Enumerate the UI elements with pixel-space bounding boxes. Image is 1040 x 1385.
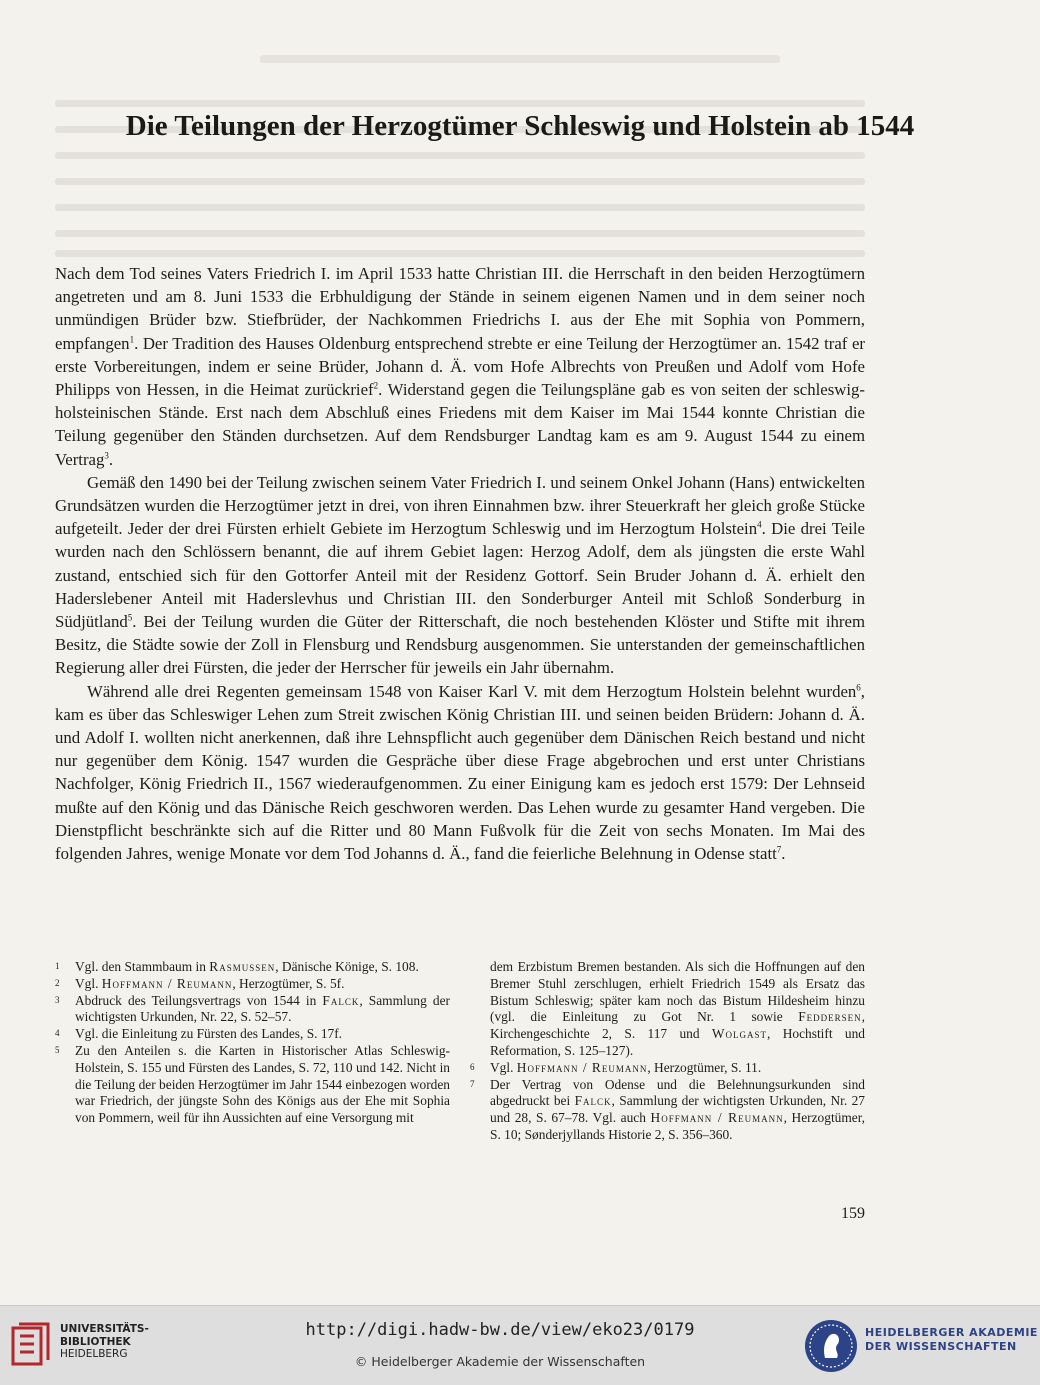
footnote-reference: 5 [127,612,133,623]
footnote-reference: 4 [757,519,762,530]
footnote-number: 7 [470,1078,475,1089]
author-name: Feddersen [798,1009,862,1025]
university-library-name [60,1323,149,1361]
footnote-number: 4 [55,1028,60,1039]
author-name: Falck [322,992,360,1008]
footnote-text: Vgl. den Stammbaum in Rasmussen, Dänische Könige, S. 108. [75,959,419,974]
author-name: Wolgast [711,1026,768,1042]
author-name: Hoffmann / Reumann [650,1110,784,1126]
footnote-number: 5 [55,1044,60,1055]
footnote-number: 2 [55,977,60,988]
copyright-notice: © Heidelberger Akademie der Wissenschaften [354,1354,646,1369]
footnote-text: Vgl. Hoffmann / Reumann, Herzogtümer, S. 11. [490,1059,762,1075]
paragraph: Während alle drei Regenten gemeinsam 1548 von Kaiser Karl V. mit dem Herzogtum Holstein belehnt wurden$^6$, kam es über das Schleswiger Lehen zum Streit zwischen König Christian III. und seinen beiden Brüdern: Johann d. Ä. und Adolf I. wollten nicht anerkennen, daß ihre Lehnspflicht auch gegenüber dem Dänischen Reich bestand und nicht nur gegenüber dem König. 1547 wurden die Gespräche über diese Frage abgebrochen und erst unter Christians Nachfolger, König Friedrich II., 1567 wiederaufgenommen. Zu einer Einigung kam es jedoch erst 1579: Der Lehnseid mußte auf den König und das Dänische Reich geschworen werden. Das Lehen wurde zu gesamter Hand vergeben. Die Dienstpflicht beschränkte sich auf die Ritter und 80 Mann Fußvolk für die Zeit von sechs Monaten. Im Mai des folgenden Jahres, wenige Monate vor dem Tod Johanns d. Ä., fand die feierliche Belehnung in Odense statt$^7$. [55,681,865,864]
footnote [55,1043,450,1127]
footnotes [55,959,865,1144]
academy-seal-icon[interactable] [803,1318,859,1378]
footnote [55,959,450,976]
footnote-reference: 3 [104,450,109,461]
page-number: 159 [841,1205,865,1222]
footnote-reference: 1 [129,334,135,345]
academy-name-line: DER WISSENSCHAFTEN [865,1340,1017,1353]
footnote-continuation [470,959,865,1060]
university-library-logo-icon[interactable] [10,1320,56,1374]
page-title: Die Teilungen der Herzogtümer Schleswig und Holstein ab 1544 [125,110,915,142]
footnote-number: 3 [55,994,60,1005]
permalink-link[interactable]: http://digi.hadw-bw.de/view/eko23/0179 [305,1320,695,1340]
footnote-number: 6 [470,1061,475,1072]
paragraph: Nach dem Tod seines Vaters Friedrich I. im April 1533 hatte Christian III. die Herrschaft in den beiden Herzogtümern angetreten und am 8. Juni 1533 die Erbhuldigung der Stände in seinem eigenen Namen und in dem seiner noch unmündigen Brüder bzw. Stiefbrüder, der Nachkommen Friedrichs I. aus der Ehe mit Sophia von Pommern, empfangen$^1$. Der Tradition des Hauses Oldenburg entsprechend strebte er eine Teilung der Herzogtümer an. 1542 traf er erste Vorbereitungen, indem er seine Brüder, Johann d. Ä. vom Hofe Albrechts von Preußen und Adolf vom Hofe Philipps von Hessen, in die Heimat zurückrief$^2$. Widerstand gegen die Teilungspläne gab es von seiten der schleswig-holsteinischen Stände. Erst nach dem Abschluß eines Friedens mit dem Kaiser im Mai 1544 konnte Christian die Teilung gegenüber den Ständen durchsetzen. Auf dem Rendsburger Landtag kam es am 9. August 1544 zu einem Vertrag$^3$. [55,264,866,469]
paragraph: Gemäß den 1490 bei der Teilung zwischen seinem Vater Friedrich I. und seinem Onkel Johann (Hans) entwickelten Grundsätzen wurden die Herzogtümer jetzt in drei, von ihren Einnahmen bzw. ihrer Steuerkraft her gleich große Stücke aufgeteilt. Jeder der drei Fürsten erhielt Gebiete im Herzogtum Schleswig und im Herzogtum Holstein$^4$. Die drei Teile wurden nach den Schlössern benannt, die auf ihrem Gebiet lagen: Herzog Adolf, dem als jüngsten die erste Wahl zustand, entschied sich für den Gottorfer Anteil mit der Residenz Gottorf. Sein Bruder Johann d. Ä. erhielt den Haderslebener Anteil mit Haderslevhus und Christian III. den Sonderburger Anteil mit Schloß Sonderburg in Südjütland$^5$. Bei der Teilung wurden die Güter der Ritterschaft, die noch bestehenden Klöster und Stifte mit ihrem Besitz, die Städte sowie der Zoll in Flensburg und Rendsburg ausgenommen. Sie unterstanden der gemeinschaftlichen Regierung aller drei Fürsten, die jeder der Herrscher für jeweils ein Jahr übernahm. [55,472,865,678]
academy-name-line: HEIDELBERGER AKADEMIE [865,1326,1038,1339]
footnote-reference: 7 [776,844,782,855]
author-name: Rasmussen [209,959,276,974]
author-name: Hoffmann / Reumann [101,975,233,991]
footnote [470,1060,865,1077]
footnote-text: Vgl. die Einleitung zu Fürsten des Landes, S. 17f. [75,1026,343,1042]
library-name-line: BIBLIOTHEK [60,1335,131,1348]
footnote-text: Vgl. Hoffmann / Reumann, Herzogtümer, S. 5f. [75,975,345,991]
viewer-footer [0,1305,1040,1385]
footnote-reference: 2 [373,380,379,391]
footnote [55,1026,450,1043]
library-name-line: UNIVERSITÄTS- [60,1323,149,1335]
footnote-text: Der Vertrag von Odense und die Belehnungsurkunden sind abgedruckt bei Falck, Sammlung der wichtigsten Urkunden, Nr. 27 und 28, S. 67–78. Vgl. auch Hoffmann / Reumann, Herzogtümer, S. 10; Sønderjyllands Historie 2, S. 356–360. [490,1076,865,1142]
footnote [55,993,450,1027]
footnote [470,1077,865,1144]
author-name: Hoffmann / Reumann [516,1059,648,1075]
body-text [55,262,865,865]
footnote-text: Abdruck des Teilungsvertrags von 1544 in Falck, Sammlung der wichtigsten Urkunden, Nr. 22, S. 52–57. [75,992,450,1025]
library-name-line: HEIDELBERG [60,1348,128,1360]
footnotes-left-column [55,959,450,1144]
footnote-text: dem Erzbistum Bremen bestanden. Als sich die Hoffnungen auf den Bremer Stuhl zerschlugen, erhielt Friedrich 1549 als Ersatz das Bistum Schleswig; später kam noch das Bistum Hildesheim hinzu (vgl. die Einleitung zu Got Nr. 1 sowie Feddersen, Kirchengeschichte 2, S. 117 und Wolgast, Hochstift und Reformation, S. 125–127). [490,959,865,1058]
footnotes-right-column [470,959,865,1144]
footnote-number: 1 [55,961,60,971]
author-name: Falck [574,1093,612,1109]
footnote [55,976,450,993]
academy-name [865,1326,1038,1354]
footnote-text: Zu den Anteilen s. die Karten in Historischer Atlas Schleswig-Holstein, S. 155 und Fürsten des Landes, S. 72, 110 und 142. Nicht in die Teilung der beiden Herzogtümer im Jahr 1544 einbezogen worden war Friedrich, der jüngste Sohn des Königs aus der Ehe mit Sophia von Pommern, weil für ihn Aussichten auf eine Versorgung mit [75,1042,450,1126]
footnote-reference: 6 [856,682,861,693]
